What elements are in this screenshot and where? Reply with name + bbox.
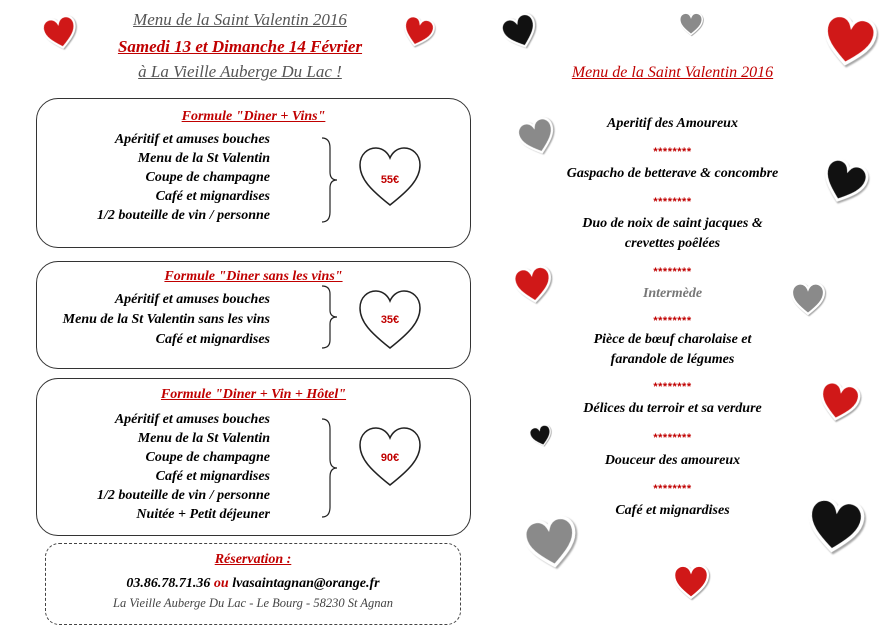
formula-title: Formule "Diner + Vin + Hôtel" <box>160 387 347 402</box>
formula-item: Menu de la St Valentin sans les vins <box>62 312 270 327</box>
formula-item: Apéritif et amuses bouches <box>114 132 270 147</box>
heart-red-icon <box>818 382 860 422</box>
menu-separator: ******** <box>653 266 692 278</box>
heart-gray-icon <box>790 282 826 316</box>
menu-course: Duo de noix de saint jacques & <box>582 216 763 231</box>
formula-box-2 <box>36 261 471 369</box>
formula-item: Menu de la St Valentin <box>137 431 270 446</box>
menu-separator: ******** <box>653 381 692 393</box>
formula-item: Coupe de champagne <box>145 450 270 465</box>
heart-red-icon <box>42 16 78 50</box>
heart-red-icon <box>402 16 434 48</box>
menu-course: Gaspacho de betterave & concombre <box>566 166 779 181</box>
menu-title: Menu de la Saint Valentin 2016 <box>571 64 774 81</box>
phone-number[interactable]: 03.86.78.71.36 <box>126 576 211 591</box>
heart-red-icon <box>822 14 876 68</box>
menu-course: Délices du terroir et sa verdure <box>583 401 762 416</box>
heart-black-icon <box>806 498 864 554</box>
brace-icon <box>320 136 340 224</box>
menu-course: Aperitif des Amoureux <box>607 116 738 131</box>
formula-title: Formule "Diner sans les vins" <box>164 269 343 284</box>
formula-item: 1/2 bouteille de vin / personne <box>96 208 270 223</box>
heart-red-icon <box>513 266 553 304</box>
menu-course: Douceur des amoureux <box>604 453 741 468</box>
formula-item: Café et mignardises <box>155 189 270 204</box>
formula-item: 1/2 bouteille de vin / personne <box>96 488 270 503</box>
or-word: ou <box>213 576 229 591</box>
email-address[interactable]: lvasaintagnan@orange.fr <box>232 576 380 591</box>
formula-item: Apéritif et amuses bouches <box>114 412 270 427</box>
menu-separator: ******** <box>653 196 692 208</box>
formula-item: Apéritif et amuses bouches <box>114 292 270 307</box>
heart-black-icon <box>820 160 868 204</box>
price-label: 90€ <box>380 452 400 464</box>
formula-item: Café et mignardises <box>155 332 270 347</box>
heart-red-icon <box>672 564 710 600</box>
formula-item: Coupe de champagne <box>145 170 270 185</box>
reservation-box <box>45 543 461 625</box>
header-venue: à La Vieille Auberge Du Lac ! <box>138 62 342 81</box>
price-label: 55€ <box>380 174 400 186</box>
brace-icon <box>320 417 340 519</box>
reservation-title: Réservation : <box>214 552 292 567</box>
menu-course: farandole de légumes <box>610 352 735 367</box>
menu-separator: ******** <box>653 315 692 327</box>
menu-separator: ******** <box>653 483 692 495</box>
formula-box-3 <box>36 378 471 536</box>
heart-black-icon <box>528 425 554 447</box>
formula-box-1 <box>36 98 471 248</box>
heart-gray-icon <box>524 516 578 570</box>
header-title: Menu de la Saint Valentin 2016 <box>133 10 347 29</box>
formula-item: Nuitée + Petit déjeuner <box>136 507 270 522</box>
header-dates: Samedi 13 et Dimanche 14 Février <box>117 37 363 56</box>
address: La Vieille Auberge Du Lac - Le Bourg - 58230 St Agnan <box>113 596 393 610</box>
price-label: 35€ <box>380 314 400 326</box>
brace-icon <box>320 284 340 350</box>
heart-black-icon <box>502 14 538 50</box>
menu-separator: ******** <box>653 432 692 444</box>
formula-item: Menu de la St Valentin <box>137 151 270 166</box>
formula-title: Formule "Diner + Vins" <box>181 109 326 124</box>
menu-course: Intermède <box>642 286 703 301</box>
menu-separator: ******** <box>653 146 692 158</box>
heart-gray-icon <box>678 12 704 36</box>
menu-course: crevettes poêlées <box>624 236 721 251</box>
heart-gray-icon <box>518 118 556 156</box>
menu-course: Pièce de bœuf charolaise et <box>593 332 752 347</box>
menu-course: Café et mignardises <box>615 503 730 518</box>
formula-item: Café et mignardises <box>155 469 270 484</box>
reservation-contact <box>46 576 460 592</box>
